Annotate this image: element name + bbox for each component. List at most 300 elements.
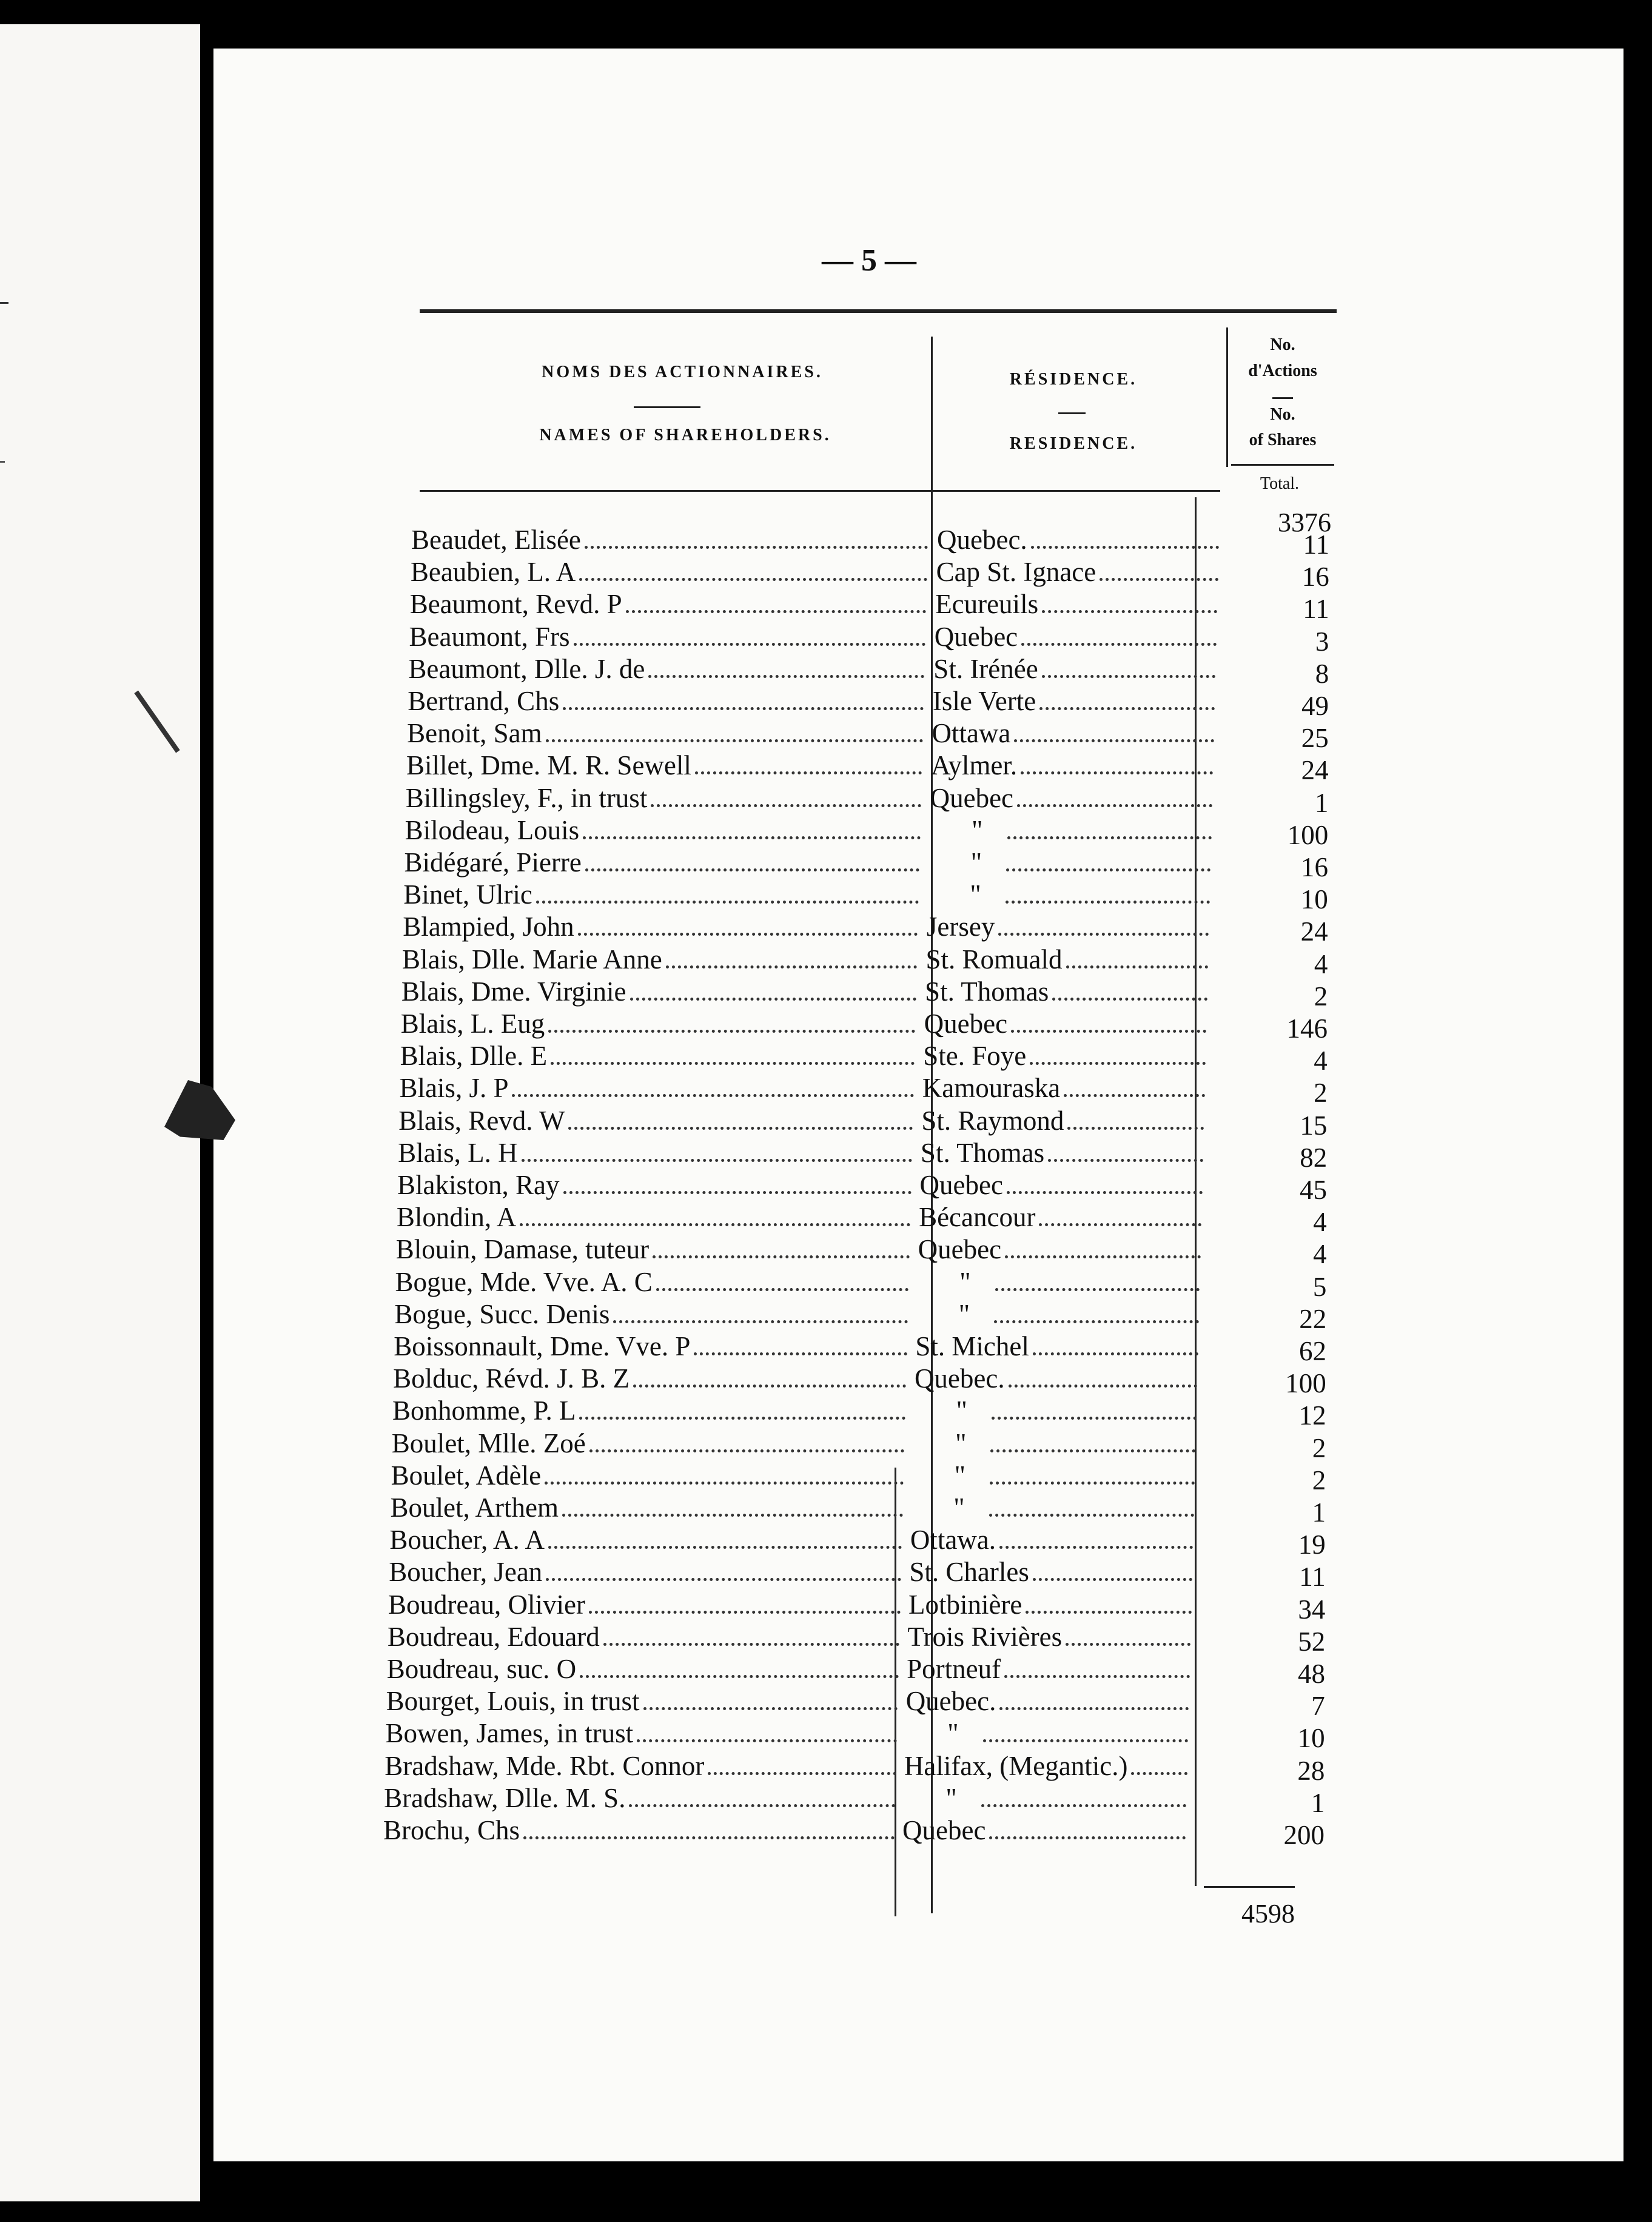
residence-cell <box>908 1589 1192 1620</box>
shareholder-name: Blakiston, Ray <box>397 1170 560 1200</box>
residence: " <box>972 814 983 845</box>
residence-cell <box>915 1363 1197 1394</box>
share-count: 11 <box>1303 594 1329 625</box>
share-count: 5 <box>1312 1271 1327 1302</box>
leader-dots <box>995 1283 1200 1291</box>
shareholder-name: Benoit, Sam <box>407 718 542 749</box>
residence-cell <box>936 556 1218 588</box>
residence: St. Charles <box>909 1557 1029 1588</box>
share-count: 7 <box>1311 1691 1325 1722</box>
residence: Trois Rivières <box>907 1621 1063 1652</box>
share-count: 24 <box>1301 755 1329 786</box>
leader-dots <box>520 1218 910 1226</box>
leader-dots <box>1042 605 1217 613</box>
leader-dots <box>1100 573 1218 581</box>
residence-cell <box>912 1460 1195 1491</box>
table-row <box>0 588 1652 625</box>
residence: " <box>958 1298 970 1329</box>
residence: Quebec <box>919 1170 1003 1200</box>
leader-dots <box>546 1573 901 1581</box>
shareholder-name-cell <box>384 1750 896 1782</box>
page-number: — 5 — <box>822 243 916 278</box>
residence: " <box>955 1428 967 1458</box>
residence-cell <box>917 1266 1200 1298</box>
leader-dots <box>523 1831 895 1839</box>
leader-dots <box>999 1702 1189 1710</box>
residence: Ste. Foye <box>923 1041 1027 1072</box>
shareholder-name: Boulet, Arthem <box>390 1492 559 1523</box>
residence: Lotbinière <box>908 1589 1022 1620</box>
table-row <box>0 847 1652 882</box>
shareholder-name-cell <box>395 1266 909 1298</box>
leader-dots <box>1067 1122 1204 1130</box>
table-row <box>0 782 1652 818</box>
shareholder-name: Blais, J. P <box>399 1073 509 1104</box>
shareholder-name: Bogue, Succ. Denis <box>394 1298 610 1329</box>
residence: Quebec <box>902 1815 986 1845</box>
residence-cell <box>935 588 1217 620</box>
residence-cell <box>932 717 1214 749</box>
shareholder-name: Bradshaw, Dlle. M. S. <box>384 1782 626 1813</box>
shareholder-name-cell <box>405 847 920 878</box>
residence: Aylmer. <box>931 750 1018 781</box>
leader-dots <box>580 1670 899 1678</box>
shareholder-name: Blais, Dlle. E <box>400 1041 548 1072</box>
shareholder-name-cell <box>411 524 928 556</box>
residence-cell <box>904 1750 1187 1782</box>
residence: Ecureuils <box>935 589 1039 620</box>
share-count: 16 <box>1301 852 1328 882</box>
residence-cell <box>908 1621 1191 1653</box>
leader-dots <box>545 1477 904 1485</box>
shareholder-name-cell <box>398 1137 912 1169</box>
share-count: 11 <box>1299 1562 1326 1593</box>
residence-cell <box>911 1492 1194 1523</box>
shareholder-name: Boucher, A. A <box>389 1525 545 1556</box>
table-row <box>0 1008 1652 1044</box>
share-count: 4 <box>1313 1207 1327 1238</box>
leader-dots <box>548 1025 915 1033</box>
residence: Isle Verte <box>932 686 1036 716</box>
leader-dots <box>568 1122 913 1130</box>
leader-dots <box>579 573 927 581</box>
table-row <box>0 1298 1652 1334</box>
grand-total: 4598 <box>1241 1899 1295 1928</box>
shareholder-name: Bradshaw, Mde. Rbt. Connor <box>384 1750 705 1781</box>
shareholder-name-cell <box>391 1460 904 1491</box>
leader-dots <box>708 1767 896 1775</box>
residence: Quebec. <box>914 1363 1005 1394</box>
residence: " <box>970 879 981 910</box>
leader-dots <box>579 1412 905 1420</box>
residence: Quebec. <box>905 1686 996 1717</box>
shareholder-name: Blais, Dme. Virginie <box>401 976 626 1007</box>
share-count: 4 <box>1313 1239 1327 1270</box>
share-count: 10 <box>1300 884 1328 915</box>
names-header-fr: NOMS DES ACTIONNAIRES. <box>542 363 823 381</box>
residence: " <box>953 1492 965 1523</box>
leader-dots <box>1017 799 1212 807</box>
shareholder-name: Boudreau, Olivier <box>388 1589 585 1620</box>
shareholder-name: Blampied, John <box>403 911 574 942</box>
leader-dots <box>656 1283 909 1291</box>
residence: Bécancour <box>919 1202 1036 1233</box>
share-count: 2 <box>1312 1432 1326 1463</box>
residence-cell <box>930 782 1212 814</box>
leader-dots <box>989 1509 1194 1517</box>
residence: " <box>959 1266 971 1297</box>
shareholder-name: Bolduc, Révd. J. B. Z <box>393 1363 630 1394</box>
names-header-en: NAMES OF SHAREHOLDERS. <box>539 426 831 445</box>
residence-cell <box>927 911 1209 942</box>
residence-cell <box>925 976 1207 1007</box>
leader-dots <box>648 670 924 678</box>
residence-cell <box>919 1201 1201 1233</box>
shareholder-name: Billet, Dme. M. R. Sewell <box>406 750 691 781</box>
leader-dots <box>563 1186 912 1194</box>
leader-dots <box>563 702 924 710</box>
shareholder-name-cell <box>409 621 925 653</box>
table-row <box>0 1363 1652 1399</box>
leader-dots <box>637 1734 897 1742</box>
shareholder-name: Binet, Ulric <box>403 879 532 910</box>
share-count: 15 <box>1300 1110 1328 1141</box>
shareholder-name: Bourget, Louis, in trust <box>386 1686 640 1717</box>
share-count: 45 <box>1300 1175 1327 1205</box>
leader-dots <box>1007 831 1212 839</box>
leader-dots <box>551 1057 915 1065</box>
leader-dots <box>1021 767 1213 774</box>
residence: " <box>945 1782 957 1813</box>
table-row <box>0 1750 1652 1786</box>
share-count: 49 <box>1301 691 1329 721</box>
shareholder-name: Boulet, Adèle <box>391 1460 542 1491</box>
residence: St. Raymond <box>921 1105 1064 1136</box>
share-count: 200 <box>1283 1820 1325 1850</box>
residence-cell <box>935 621 1217 653</box>
leader-dots <box>546 734 923 742</box>
residence-cell <box>905 1717 1188 1749</box>
table-row <box>0 1524 1652 1560</box>
shareholder-name: Billingsley, F., in trust <box>405 782 648 813</box>
residence-cell <box>928 847 1211 878</box>
leader-dots <box>1005 1250 1201 1258</box>
shareholder-name-cell <box>386 1685 898 1717</box>
leader-dots <box>1006 896 1210 904</box>
shareholder-name-cell <box>397 1169 912 1201</box>
opening-total: 3376 <box>1278 508 1331 537</box>
leader-dots <box>1031 541 1219 549</box>
share-count: 8 <box>1315 658 1329 689</box>
leader-dots <box>1009 1380 1198 1388</box>
leader-dots <box>990 1445 1195 1452</box>
table-row <box>0 911 1652 947</box>
shareholder-name-cell <box>391 1492 903 1523</box>
share-count: 3 <box>1315 626 1329 657</box>
leader-dots <box>585 541 928 549</box>
leader-dots <box>1064 1089 1204 1097</box>
shareholder-name-cell <box>410 588 927 620</box>
share-count: 100 <box>1287 819 1329 850</box>
share-count: 1 <box>1311 1787 1325 1818</box>
residence-header-en: RESIDENCE. <box>1009 434 1138 453</box>
residence: Ottawa. <box>910 1525 996 1556</box>
residence-cell <box>924 1008 1207 1039</box>
leader-dots <box>1004 1670 1190 1678</box>
shareholder-name: Boulet, Mlle. Zoé <box>391 1428 586 1458</box>
shareholder-name: Bogue, Mde. Vve. A. C <box>395 1266 653 1297</box>
share-count: 34 <box>1298 1594 1326 1625</box>
shareholder-name-cell <box>408 653 924 685</box>
leader-dots <box>1066 961 1209 968</box>
shareholder-name-cell <box>408 685 924 717</box>
shareholder-name: Beaumont, Revd. P <box>409 589 622 620</box>
residence: St. Romuald <box>925 944 1063 975</box>
shareholder-name-cell <box>389 1556 901 1588</box>
shareholder-name: Beaumont, Frs <box>409 621 570 652</box>
shareholder-name: Bidégaré, Pierre <box>404 847 582 878</box>
share-count: 2 <box>1312 1465 1326 1495</box>
shareholder-name: Brochu, Chs <box>383 1815 520 1845</box>
share-count: 100 <box>1285 1368 1326 1399</box>
leader-dots <box>548 1541 902 1549</box>
leader-dots <box>633 1380 906 1388</box>
table-row <box>0 1782 1652 1818</box>
shareholder-name-cell <box>405 814 921 846</box>
residence: " <box>970 847 982 878</box>
leader-dots <box>999 1541 1193 1549</box>
residence: St. Michel <box>915 1331 1029 1361</box>
table-row <box>0 1040 1652 1076</box>
leader-dots <box>990 1477 1195 1485</box>
shareholder-name-cell <box>407 717 923 749</box>
table-row <box>0 944 1652 979</box>
shareholder-name: Boissonnault, Dme. Vve. P <box>394 1331 691 1361</box>
residence: Quebec <box>924 1009 1008 1039</box>
table-row <box>0 1331 1652 1366</box>
table-row <box>0 879 1652 915</box>
shares-header-fr-1: No. <box>1270 335 1295 354</box>
residence-cell <box>929 814 1211 846</box>
table-row <box>0 1169 1652 1205</box>
residence-cell <box>922 1072 1205 1104</box>
shareholder-name: Bowen, James, in trust <box>385 1718 634 1749</box>
leader-dots <box>1042 670 1216 678</box>
shareholder-name-cell <box>397 1201 910 1233</box>
table-row <box>0 556 1652 592</box>
table-row <box>0 1653 1652 1689</box>
shareholder-name: Blouin, Damase, tuteur <box>395 1234 650 1265</box>
table-row <box>0 653 1652 689</box>
shareholder-name-cell <box>393 1363 906 1394</box>
residence-cell <box>902 1814 1186 1846</box>
leader-dots <box>1033 1348 1198 1355</box>
shareholder-name-cell <box>392 1395 905 1426</box>
share-count: 62 <box>1299 1336 1326 1366</box>
residence: Cap St. Ignace <box>936 557 1096 588</box>
share-count: 52 <box>1298 1626 1326 1657</box>
shareholder-name: Blais, Revd. W <box>398 1105 565 1136</box>
share-count: 25 <box>1301 723 1329 754</box>
shareholder-name-cell <box>401 976 916 1007</box>
shareholder-name-cell <box>392 1428 905 1459</box>
table-row <box>0 1234 1652 1270</box>
leader-dots <box>1011 1025 1206 1033</box>
leader-dots <box>994 1315 1199 1323</box>
leader-dots <box>1052 993 1207 1001</box>
shareholder-name: Blais, Dlle. Marie Anne <box>402 944 662 975</box>
leader-dots <box>574 638 925 646</box>
residence: Quebec <box>934 621 1018 652</box>
shareholder-name-cell <box>411 556 927 588</box>
table-row <box>0 1589 1652 1625</box>
sum-rule <box>1204 1886 1295 1888</box>
leader-dots <box>989 1831 1186 1839</box>
table-row <box>0 685 1652 721</box>
residence-header-fr: RÉSIDENCE. <box>1009 370 1138 389</box>
residence-cell <box>923 1040 1206 1072</box>
shares-header-en-1: No. <box>1270 405 1295 424</box>
leader-dots <box>1021 638 1217 646</box>
shareholder-name: Boudreau, Edouard <box>387 1621 600 1652</box>
share-count: 28 <box>1297 1755 1325 1786</box>
share-count: 16 <box>1301 562 1329 592</box>
table-row <box>0 1492 1652 1528</box>
leader-dots <box>630 993 916 1001</box>
residence: Quebec <box>930 782 1014 813</box>
share-count: 11 <box>1303 529 1329 560</box>
table-row <box>0 1395 1652 1431</box>
residence-cell <box>909 1556 1192 1588</box>
table-row <box>0 1072 1652 1109</box>
table-row <box>0 1621 1652 1657</box>
table-row <box>0 1556 1652 1593</box>
shareholder-name-cell <box>388 1621 899 1653</box>
residence: Quebec. <box>937 525 1027 555</box>
leader-dots <box>666 961 917 968</box>
shareholder-name-cell <box>387 1653 899 1685</box>
shares-header-fr-2: d'Actions <box>1248 361 1317 380</box>
leader-dots <box>653 1250 910 1258</box>
residence: " <box>954 1460 966 1491</box>
shareholder-name: Boudreau, suc. O <box>386 1654 577 1684</box>
table-row <box>0 814 1652 850</box>
leader-dots <box>983 1734 1188 1742</box>
residence-cell <box>907 1653 1190 1685</box>
leader-dots <box>562 1509 903 1517</box>
table-row <box>0 1105 1652 1141</box>
leader-dots <box>981 1799 1187 1807</box>
share-count: 1 <box>1312 1497 1326 1528</box>
shareholder-name: Bonhomme, P. L <box>392 1395 576 1426</box>
share-count: 4 <box>1314 948 1328 979</box>
shareholder-name: Blondin, A <box>396 1202 517 1233</box>
share-count: 22 <box>1299 1303 1327 1334</box>
shareholder-name-cell <box>401 1008 916 1039</box>
shareholder-name: Boucher, Jean <box>389 1557 543 1588</box>
table-row <box>0 1266 1652 1302</box>
shareholder-name-cell <box>400 1040 915 1072</box>
shareholder-name-cell <box>402 944 917 975</box>
residence: " <box>947 1718 959 1749</box>
leader-dots <box>1007 1186 1203 1194</box>
leader-dots <box>1006 864 1210 871</box>
shareholder-name-cell <box>403 911 918 942</box>
residence: Jersey <box>926 911 995 942</box>
share-count: 12 <box>1298 1400 1326 1431</box>
share-count: 2 <box>1314 1078 1328 1109</box>
table-row <box>0 750 1652 786</box>
share-count: 2 <box>1314 981 1328 1012</box>
table-row <box>0 1685 1652 1722</box>
table-row <box>0 717 1652 754</box>
residence: Kamouraska <box>922 1073 1061 1104</box>
table-row <box>0 1717 1652 1754</box>
residence-cell <box>937 524 1219 556</box>
residence-cell <box>921 1137 1203 1169</box>
residence: Quebec <box>918 1234 1002 1265</box>
shareholder-name: Bertrand, Chs <box>408 686 560 716</box>
shares-header-en-2: of Shares <box>1249 431 1317 449</box>
share-count: 4 <box>1314 1046 1328 1076</box>
leader-dots <box>998 928 1209 936</box>
table-row <box>0 1814 1652 1850</box>
leader-dots <box>1039 1218 1201 1226</box>
shareholder-name: Bilodeau, Louis <box>405 814 580 845</box>
leader-dots <box>536 896 919 904</box>
table-row <box>0 1201 1652 1238</box>
leader-dots <box>1048 1154 1203 1162</box>
leader-dots <box>651 799 921 807</box>
leader-dots <box>522 1154 912 1162</box>
residence: St. Irénée <box>933 653 1038 684</box>
leader-dots <box>695 767 922 774</box>
residence-cell <box>920 1169 1203 1201</box>
leader-dots <box>694 1348 907 1355</box>
leader-dots <box>1039 702 1215 710</box>
shareholder-name-cell <box>384 1782 895 1814</box>
table-row <box>0 1460 1652 1495</box>
table-row <box>0 1137 1652 1173</box>
leader-dots <box>1030 1057 1206 1065</box>
residence-cell <box>915 1331 1198 1362</box>
leader-dots <box>583 831 921 839</box>
share-count: 146 <box>1286 1013 1328 1044</box>
shareholder-name-cell <box>403 879 919 910</box>
leader-dots <box>603 1638 899 1646</box>
residence: Halifax, (Megantic.) <box>904 1750 1128 1781</box>
shareholder-name-cell <box>399 1072 913 1104</box>
leader-dots <box>1066 1638 1190 1646</box>
leader-dots <box>643 1702 898 1710</box>
leader-dots <box>589 1445 905 1452</box>
shareholder-name-cell <box>383 1814 895 1846</box>
leader-dots <box>1014 734 1214 742</box>
residence-cell <box>933 685 1215 717</box>
share-count: 82 <box>1300 1142 1328 1173</box>
shareholder-name-cell <box>406 750 922 781</box>
shareholder-name-cell <box>388 1589 901 1620</box>
residence-cell <box>918 1234 1201 1265</box>
residence: " <box>956 1395 967 1426</box>
table-row <box>0 1428 1652 1463</box>
leader-dots <box>629 1799 895 1807</box>
leader-dots <box>589 1606 901 1614</box>
shareholder-name-cell <box>389 1524 902 1556</box>
share-count: 48 <box>1298 1659 1325 1689</box>
table-row <box>0 976 1652 1012</box>
shareholder-name: Beaudet, Elisée <box>411 525 581 555</box>
